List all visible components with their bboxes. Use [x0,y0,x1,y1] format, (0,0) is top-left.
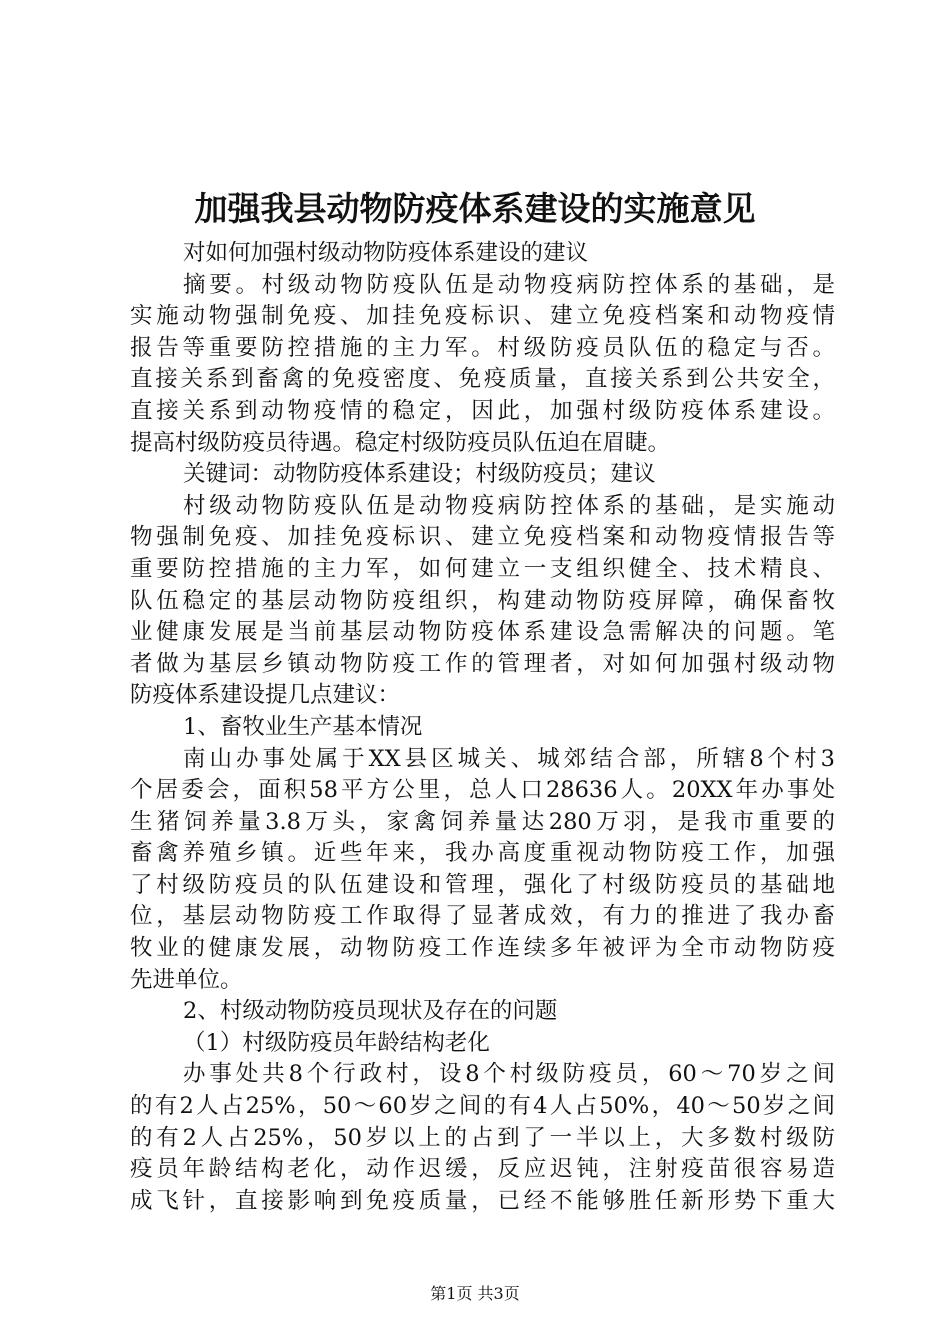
section-heading: 1、畜牧业生产基本情况 [183,713,423,740]
keywords-line: 关键词：动物防疫体系建设；村级防疫员；建议 [183,461,656,488]
text-line: 个居委会，面积58平方公里，总人口28636人。20XX年办事处 [130,777,835,804]
subtitle-line: 对如何加强村级动物防疫体系建设的建议 [183,240,589,266]
text-line: 生猪饲养量3.8万头，家禽饲养量达280万羽，是我市重要的 [130,808,835,835]
text-line: 物强制免疫、加挂免疫标识、建立免疫档案和动物疫情报告等 [130,524,835,551]
text-line: 办事处共8个行政村，设8个村级防疫员，60～70岁之间 [183,1061,835,1088]
text-line: 的有2人占25%，50岁以上的占到了一半以上，大多数村级防 [130,1124,835,1151]
page-footer: 第1页 共3页 [430,1284,520,1303]
subsection-heading: （1）村级防疫员年龄结构老化 [183,1029,490,1056]
text-line: 报告等重要防控措施的主力军。村级防疫员队伍的稳定与否。 [130,334,835,361]
text-line: 业健康发展是当前基层动物防疫体系建设急需解决的问题。笔 [130,619,835,646]
text-line: 了村级防疫员的队伍建设和管理，强化了村级防疫员的基础地 [130,871,835,898]
text-line: 成飞针，直接影响到免疫质量，已经不能够胜任新形势下重大 [130,1187,835,1214]
text-line: 摘要。村级动物防疫队伍是动物疫病防控体系的基础，是 [183,271,835,298]
text-line: 牧业的健康发展，动物防疫工作连续多年被评为全市动物防疫 [130,935,835,962]
text-line: 疫员年龄结构老化，动作迟缓，反应迟钝，注射疫苗很容易造 [130,1156,835,1183]
text-line: 队伍稳定的基层动物防疫组织，构建动物防疫屏障，确保畜牧 [130,587,835,614]
text-line: 村级动物防疫队伍是动物疫病防控体系的基础，是实施动 [183,492,835,519]
text-line: 重要防控措施的主力军，如何建立一支组织健全、技术精良、 [130,555,835,582]
text-line: 直接关系到动物疫情的稳定，因此，加强村级防疫体系建设。 [130,397,835,424]
text-line: 者做为基层乡镇动物防疫工作的管理者，对如何加强村级动物 [130,650,835,677]
document-body [130,238,835,1217]
text-line: 南山办事处属于XX县区城关、城郊结合部，所辖8个村3 [183,745,835,772]
section-heading: 2、村级动物防疫员现状及存在的问题 [183,998,558,1025]
text-line: 畜禽养殖乡镇。近些年来，我办高度重视动物防疫工作，加强 [130,840,835,867]
text-line: 的有2人占25%，50～60岁之间的有4人占50%，40～50岁之间 [130,1093,835,1120]
text-line: 直接关系到畜禽的免疫密度、免疫质量，直接关系到公共安全， [130,366,835,393]
text-line: 先进单位。 [130,966,243,993]
text-line: 提高村级防疫员待遇。稳定村级防疫员队伍迫在眉睫。 [130,429,671,456]
text-line: 防疫体系建设提几点建议： [130,682,401,709]
document-title: 加强我县动物防疫体系建设的实施意见 [194,189,756,228]
text-line: 位，基层动物防疫工作取得了显著成效，有力的推进了我办畜 [130,903,835,930]
text-line: 实施动物强制免疫、加挂免疫标识、建立免疫档案和动物疫情 [130,303,835,330]
